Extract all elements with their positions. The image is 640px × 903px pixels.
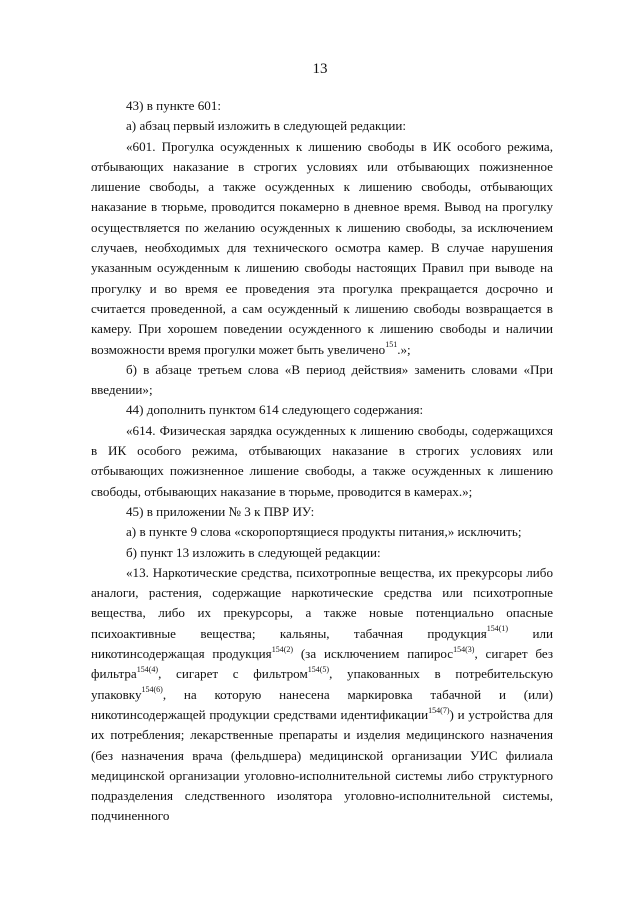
- paragraph: [91, 116, 553, 136]
- text-segment: «601. Прогулка осужденных к лишению свободы в ИК особого режима, отбывающих наказание в строгих условиях или отбывающих пожизненное лишение свободы, а также осужденных к лишению свободы, отбывающих наказание в тюрьме, проводится покамерно в дневное время. Вывод на прогулку осуществляется по желанию осужденных к лишению свободы, за исключением случаев, необходимых для технического осмотра камер. В случае нарушения указанным осужденным к лишению свободы настоящих Правил при выводе на прогулку и во время ее проведения эта прогулка прекращается досрочно и считается проведенной, а сам осужденный к лишению свободы возвращается в камеру. При хорошем поведении осужденного к лишению свободы и наличии возможности время прогулки может быть увеличено: [91, 138, 553, 357]
- footnote-ref: 154(7): [428, 705, 450, 715]
- text-segment: или никотинсодержащая продукция: [91, 625, 553, 662]
- paragraph: [91, 563, 553, 827]
- text-segment: б) в абзаце третьем слова «В период действия» заменить словами «При введении»;: [91, 361, 553, 398]
- text-segment: , сигарет с фильтром: [158, 666, 308, 682]
- text-segment: «13. Наркотические средства, психотропные вещества, их прекурсоры либо аналоги, растения, содержащие наркотические средства или психотропные вещества, либо их прекурсоры, а также новые потенциально опасные психоактивные вещества; кальяны, табачная продукция: [91, 564, 553, 641]
- paragraph: [91, 137, 553, 360]
- paragraph: [91, 96, 553, 116]
- paragraph: [91, 522, 553, 542]
- text-segment: .»;: [397, 341, 411, 357]
- text-segment: а) в пункте 9 слова «скоропортящиеся продукты питания,» исключить;: [126, 524, 522, 540]
- paragraph: [91, 421, 553, 502]
- text-segment: ) и устройства для их потребления; лекарственные препараты и изделия медицинского назначения (без назначения врача (фельдшера) медицинской организации УИС филиала медицинской организации уголовно-исполнительной системы либо структурного подразделения следственного изолятора уголовно-исполнительной системы, подчиненного: [91, 706, 554, 824]
- footnote-ref: 154(6): [141, 685, 163, 695]
- text-segment: «614. Физическая зарядка осужденных к лишению свободы, содержащихся в ИК особого режима, отбывающих наказание в строгих условиях или отбывающих пожизненное лишение свободы, а также осужденных к лишению свободы, отбывающих наказание в тюрьме, проводится в камерах.»;: [91, 422, 553, 499]
- footnote-ref: 154(5): [307, 664, 330, 674]
- page-number: 13: [312, 61, 328, 77]
- paragraph: [91, 543, 553, 563]
- text-segment: 43) в пункте 601:: [126, 98, 222, 113]
- text-segment: , упакованных в потребительскую упаковку: [91, 666, 553, 702]
- footnote-ref: 151: [385, 340, 398, 350]
- text-segment: 44) дополнить пунктом 614 следующего содержания:: [126, 402, 424, 418]
- text-segment: а) абзац первый изложить в следующей редакции:: [126, 118, 407, 134]
- footnote-ref: 154(4): [136, 664, 159, 674]
- text-segment: б) пункт 13 изложить в следующей редакции:: [126, 544, 381, 560]
- paragraph: [91, 502, 553, 522]
- footnote-ref: 154(1): [486, 624, 509, 634]
- text-segment: (за исключением папирос: [293, 646, 454, 662]
- document-body: [91, 96, 553, 827]
- paragraph: [91, 360, 553, 401]
- text-segment: , сигарет без фильтра: [91, 646, 553, 682]
- text-segment: 45) в приложении № 3 к ПВР ИУ:: [126, 503, 315, 519]
- footnote-ref: 154(3): [453, 644, 475, 654]
- paragraph: [91, 400, 553, 420]
- text-segment: , на которую нанесена маркировка табачной и (или) никотинсодержащей продукции средствами идентификации: [91, 686, 553, 722]
- footnote-ref: 154(2): [271, 644, 294, 654]
